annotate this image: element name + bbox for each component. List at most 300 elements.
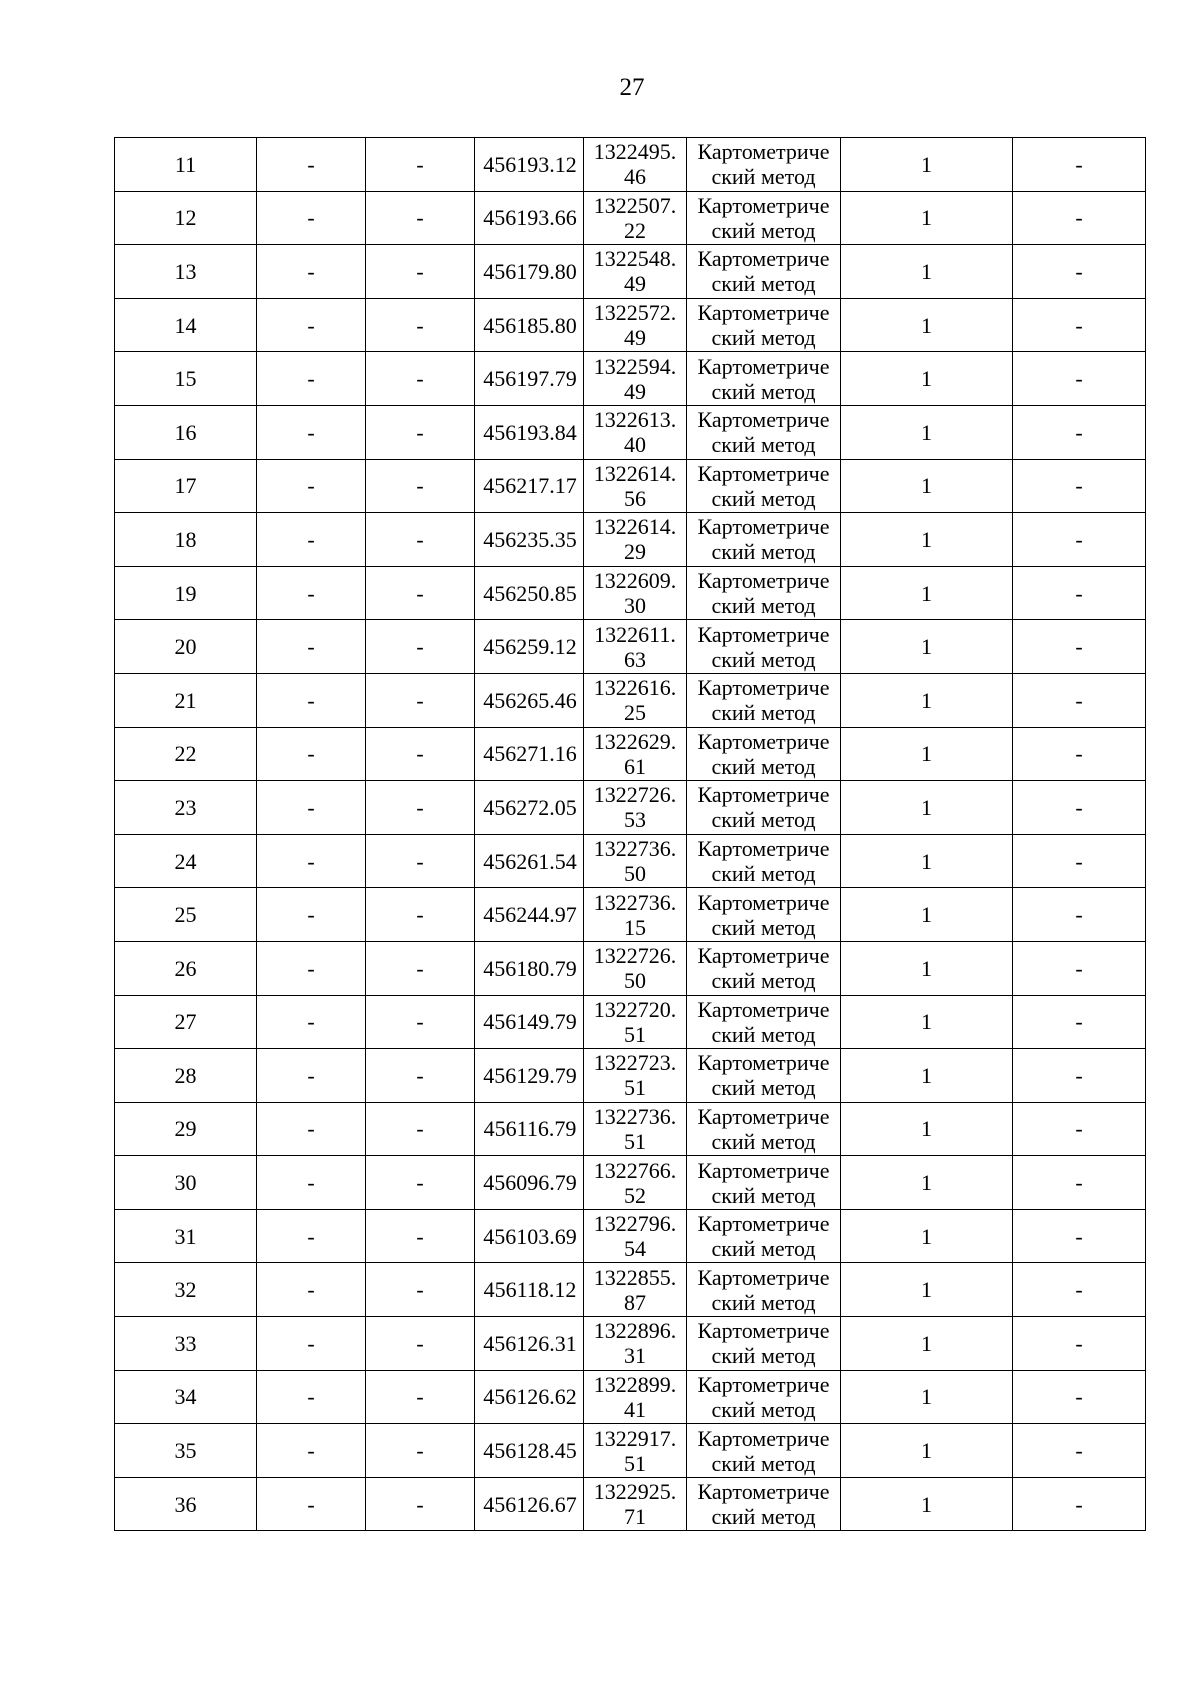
table-row: [115, 1209, 1146, 1263]
coord-y-cell-line1: 1322736.: [593, 1103, 677, 1129]
empty-cell-col2: -: [257, 673, 366, 727]
table-row: [115, 405, 1146, 459]
coord-y-cell-line1: 1322614.: [593, 460, 677, 486]
accuracy-cell: 1: [841, 1263, 1013, 1317]
method-cell: [687, 191, 841, 245]
point-number-cell: 28: [115, 1049, 257, 1103]
coord-y-cell-line2: 49: [624, 378, 646, 404]
method-cell: [687, 352, 841, 406]
empty-cell-col3: -: [366, 1102, 475, 1156]
method-cell-line1: Картометриче: [697, 353, 830, 379]
point-number-cell: 27: [115, 995, 257, 1049]
method-cell-line1: Картометриче: [697, 407, 830, 433]
accuracy-cell: 1: [841, 1317, 1013, 1371]
note-cell: -: [1013, 941, 1146, 995]
coord-y-cell-line2: 61: [624, 753, 646, 779]
method-cell-line1: Картометриче: [697, 621, 830, 647]
empty-cell-col2: -: [257, 1477, 366, 1531]
empty-cell-col3: -: [366, 1049, 475, 1103]
empty-cell-col3: -: [366, 1209, 475, 1263]
method-cell: [687, 298, 841, 352]
table-row: [115, 1263, 1146, 1317]
point-number-cell: 17: [115, 459, 257, 513]
table-row: [115, 888, 1146, 942]
coord-x-cell: 456217.17: [475, 459, 584, 513]
point-number-cell: 35: [115, 1424, 257, 1478]
point-number-cell: 14: [115, 298, 257, 352]
empty-cell-col2: -: [257, 1317, 366, 1371]
accuracy-cell: 1: [841, 1424, 1013, 1478]
coord-y-cell: [584, 1317, 687, 1371]
table-row: [115, 995, 1146, 1049]
table-row: [115, 834, 1146, 888]
coord-y-cell: [584, 781, 687, 835]
note-cell: -: [1013, 1049, 1146, 1103]
coord-y-cell: [584, 298, 687, 352]
table-row: [115, 566, 1146, 620]
coord-x-cell: 456193.12: [475, 138, 584, 192]
method-cell-line2: ский метод: [711, 646, 816, 672]
point-number-cell: 15: [115, 352, 257, 406]
method-cell-line2: ский метод: [711, 271, 816, 297]
coord-y-cell-line1: 1322736.: [593, 836, 677, 862]
method-cell-line1: Картометриче: [697, 514, 830, 540]
method-cell-line1: Картометриче: [697, 943, 830, 969]
method-cell: [687, 138, 841, 192]
point-number-cell: 29: [115, 1102, 257, 1156]
point-number-cell: 30: [115, 1156, 257, 1210]
coord-y-cell-line1: 1322720.: [593, 996, 677, 1022]
empty-cell-col2: -: [257, 298, 366, 352]
coord-y-cell-line2: 51: [624, 1128, 646, 1154]
note-cell: -: [1013, 673, 1146, 727]
coord-y-cell-line1: 1322723.: [593, 1050, 677, 1076]
note-cell: -: [1013, 995, 1146, 1049]
table-row: [115, 1370, 1146, 1424]
coord-y-cell-line2: 52: [624, 1182, 646, 1208]
coord-x-cell: 456272.05: [475, 781, 584, 835]
coord-y-cell-line2: 51: [624, 1075, 646, 1101]
method-cell-line2: ский метод: [711, 593, 816, 619]
empty-cell-col3: -: [366, 1156, 475, 1210]
accuracy-cell: 1: [841, 620, 1013, 674]
accuracy-cell: 1: [841, 1477, 1013, 1531]
empty-cell-col2: -: [257, 405, 366, 459]
method-cell: [687, 727, 841, 781]
coord-y-cell-line1: 1322613.: [593, 407, 677, 433]
table-body: [115, 138, 1146, 1531]
empty-cell-col2: -: [257, 1102, 366, 1156]
method-cell: [687, 459, 841, 513]
table-row: [115, 513, 1146, 567]
note-cell: -: [1013, 781, 1146, 835]
coord-y-cell-line2: 87: [624, 1289, 646, 1315]
coord-y-cell-line1: 1322736.: [593, 889, 677, 915]
coord-y-cell-line1: 1322507.: [593, 192, 677, 218]
empty-cell-col2: -: [257, 513, 366, 567]
method-cell: [687, 1209, 841, 1263]
coord-y-cell: [584, 1263, 687, 1317]
method-cell: [687, 1477, 841, 1531]
note-cell: -: [1013, 245, 1146, 299]
coord-y-cell: [584, 245, 687, 299]
table-row: [115, 298, 1146, 352]
empty-cell-col2: -: [257, 1263, 366, 1317]
point-number-cell: 24: [115, 834, 257, 888]
coord-x-cell: 456096.79: [475, 1156, 584, 1210]
table-row: [115, 1477, 1146, 1531]
point-number-cell: 34: [115, 1370, 257, 1424]
point-number-cell: 25: [115, 888, 257, 942]
accuracy-cell: 1: [841, 888, 1013, 942]
coord-x-cell: 456265.46: [475, 673, 584, 727]
point-number-cell: 21: [115, 673, 257, 727]
method-cell: [687, 1156, 841, 1210]
table-row: [115, 1049, 1146, 1103]
coord-y-cell: [584, 459, 687, 513]
empty-cell-col2: -: [257, 995, 366, 1049]
accuracy-cell: 1: [841, 1049, 1013, 1103]
coord-y-cell: [584, 941, 687, 995]
accuracy-cell: 1: [841, 673, 1013, 727]
note-cell: -: [1013, 1424, 1146, 1478]
accuracy-cell: 1: [841, 941, 1013, 995]
coord-y-cell-line2: 22: [624, 217, 646, 243]
method-cell-line2: ский метод: [711, 432, 816, 458]
method-cell-line2: ский метод: [711, 1182, 816, 1208]
coord-x-cell: 456235.35: [475, 513, 584, 567]
empty-cell-col2: -: [257, 566, 366, 620]
accuracy-cell: 1: [841, 405, 1013, 459]
method-cell: [687, 405, 841, 459]
accuracy-cell: 1: [841, 459, 1013, 513]
method-cell: [687, 941, 841, 995]
table-row: [115, 1317, 1146, 1371]
coord-x-cell: 456128.45: [475, 1424, 584, 1478]
empty-cell-col2: -: [257, 1209, 366, 1263]
method-cell-line1: Картометриче: [697, 996, 830, 1022]
coord-y-cell: [584, 834, 687, 888]
coord-y-cell-line2: 29: [624, 539, 646, 565]
table-row: [115, 727, 1146, 781]
accuracy-cell: 1: [841, 1156, 1013, 1210]
accuracy-cell: 1: [841, 245, 1013, 299]
empty-cell-col3: -: [366, 888, 475, 942]
coord-y-cell: [584, 352, 687, 406]
table-row: [115, 620, 1146, 674]
coord-y-cell-line1: 1322629.: [593, 728, 677, 754]
note-cell: -: [1013, 1102, 1146, 1156]
coordinates-table: [114, 137, 1146, 1531]
coord-x-cell: 456103.69: [475, 1209, 584, 1263]
coord-x-cell: 456259.12: [475, 620, 584, 674]
coord-x-cell: 456118.12: [475, 1263, 584, 1317]
coord-y-cell-line2: 46: [624, 164, 646, 190]
method-cell-line2: ский метод: [711, 485, 816, 511]
accuracy-cell: 1: [841, 727, 1013, 781]
coord-y-cell-line2: 53: [624, 807, 646, 833]
table-row: [115, 1156, 1146, 1210]
method-cell-line2: ский метод: [711, 325, 816, 351]
method-cell-line2: ский метод: [711, 1450, 816, 1476]
empty-cell-col2: -: [257, 1049, 366, 1103]
method-cell-line1: Картометриче: [697, 568, 830, 594]
coord-y-cell-line2: 56: [624, 485, 646, 511]
coord-y-cell-line1: 1322896.: [593, 1318, 677, 1344]
coord-y-cell: [584, 191, 687, 245]
empty-cell-col3: -: [366, 1370, 475, 1424]
accuracy-cell: 1: [841, 1370, 1013, 1424]
point-number-cell: 31: [115, 1209, 257, 1263]
coord-y-cell-line1: 1322726.: [593, 782, 677, 808]
method-cell: [687, 1317, 841, 1371]
note-cell: -: [1013, 727, 1146, 781]
method-cell: [687, 1370, 841, 1424]
coord-x-cell: 456185.80: [475, 298, 584, 352]
point-number-cell: 26: [115, 941, 257, 995]
note-cell: -: [1013, 138, 1146, 192]
empty-cell-col3: -: [366, 1477, 475, 1531]
method-cell-line2: ский метод: [711, 1289, 816, 1315]
coord-x-cell: 456126.62: [475, 1370, 584, 1424]
empty-cell-col2: -: [257, 727, 366, 781]
method-cell: [687, 781, 841, 835]
coord-x-cell: 456250.85: [475, 566, 584, 620]
coord-y-cell: [584, 1477, 687, 1531]
point-number-cell: 16: [115, 405, 257, 459]
coord-y-cell-line1: 1322594.: [593, 353, 677, 379]
method-cell-line1: Картометриче: [697, 139, 830, 165]
coord-y-cell: [584, 995, 687, 1049]
coord-y-cell: [584, 727, 687, 781]
method-cell-line1: Картометриче: [697, 246, 830, 272]
method-cell: [687, 888, 841, 942]
accuracy-cell: 1: [841, 513, 1013, 567]
method-cell: [687, 1263, 841, 1317]
empty-cell-col3: -: [366, 513, 475, 567]
point-number-cell: 22: [115, 727, 257, 781]
empty-cell-col3: -: [366, 298, 475, 352]
method-cell-line1: Картометриче: [697, 889, 830, 915]
coord-y-cell: [584, 513, 687, 567]
coord-y-cell: [584, 405, 687, 459]
method-cell-line1: Картометриче: [697, 460, 830, 486]
table-row: [115, 941, 1146, 995]
point-number-cell: 12: [115, 191, 257, 245]
note-cell: -: [1013, 459, 1146, 513]
coord-y-cell-line2: 15: [624, 914, 646, 940]
empty-cell-col3: -: [366, 1424, 475, 1478]
method-cell: [687, 1424, 841, 1478]
point-number-cell: 32: [115, 1263, 257, 1317]
method-cell-line1: Картометриче: [697, 1371, 830, 1397]
note-cell: -: [1013, 352, 1146, 406]
accuracy-cell: 1: [841, 352, 1013, 406]
coord-x-cell: 456126.31: [475, 1317, 584, 1371]
empty-cell-col2: -: [257, 1424, 366, 1478]
point-number-cell: 23: [115, 781, 257, 835]
accuracy-cell: 1: [841, 191, 1013, 245]
method-cell-line2: ский метод: [711, 1396, 816, 1422]
coord-y-cell: [584, 566, 687, 620]
coord-x-cell: 456180.79: [475, 941, 584, 995]
coord-y-cell-line1: 1322548.: [593, 246, 677, 272]
coord-x-cell: 456197.79: [475, 352, 584, 406]
empty-cell-col3: -: [366, 352, 475, 406]
point-number-cell: 18: [115, 513, 257, 567]
coord-y-cell-line1: 1322614.: [593, 514, 677, 540]
coord-y-cell-line2: 54: [624, 1236, 646, 1262]
empty-cell-col2: -: [257, 834, 366, 888]
method-cell-line1: Картометриче: [697, 1211, 830, 1237]
method-cell-line1: Картометриче: [697, 1103, 830, 1129]
accuracy-cell: 1: [841, 298, 1013, 352]
method-cell-line2: ский метод: [711, 914, 816, 940]
coord-y-cell-line1: 1322855.: [593, 1264, 677, 1290]
table-row: [115, 352, 1146, 406]
coord-y-cell-line2: 49: [624, 271, 646, 297]
coord-y-cell-line2: 51: [624, 1450, 646, 1476]
method-cell-line2: ский метод: [711, 753, 816, 779]
coord-y-cell: [584, 1209, 687, 1263]
method-cell-line2: ский метод: [711, 1021, 816, 1047]
empty-cell-col3: -: [366, 673, 475, 727]
coord-y-cell-line1: 1322917.: [593, 1425, 677, 1451]
coord-x-cell: 456179.80: [475, 245, 584, 299]
method-cell: [687, 673, 841, 727]
coord-x-cell: 456193.66: [475, 191, 584, 245]
method-cell: [687, 1049, 841, 1103]
empty-cell-col3: -: [366, 459, 475, 513]
method-cell-line2: ский метод: [711, 861, 816, 887]
note-cell: -: [1013, 1370, 1146, 1424]
method-cell-line2: ский метод: [711, 1504, 816, 1530]
coord-x-cell: 456129.79: [475, 1049, 584, 1103]
table-row: [115, 459, 1146, 513]
coord-y-cell-line2: 31: [624, 1343, 646, 1369]
table-row: [115, 673, 1146, 727]
coord-y-cell-line2: 50: [624, 861, 646, 887]
coord-y-cell-line2: 41: [624, 1396, 646, 1422]
method-cell-line1: Картометриче: [697, 728, 830, 754]
accuracy-cell: 1: [841, 995, 1013, 1049]
method-cell-line2: ский метод: [711, 1343, 816, 1369]
page-number: 27: [619, 74, 645, 101]
method-cell-line1: Картометриче: [697, 1425, 830, 1451]
method-cell-line2: ский метод: [711, 217, 816, 243]
coord-y-cell-line2: 30: [624, 593, 646, 619]
table-row: [115, 781, 1146, 835]
point-number-cell: 19: [115, 566, 257, 620]
coord-y-cell-line1: 1322726.: [593, 943, 677, 969]
method-cell-line1: Картометриче: [697, 782, 830, 808]
note-cell: -: [1013, 1209, 1146, 1263]
method-cell-line2: ский метод: [711, 539, 816, 565]
empty-cell-col3: -: [366, 727, 475, 781]
point-number-cell: 13: [115, 245, 257, 299]
coord-y-cell-line1: 1322572.: [593, 300, 677, 326]
empty-cell-col2: -: [257, 781, 366, 835]
empty-cell-col3: -: [366, 834, 475, 888]
method-cell: [687, 620, 841, 674]
empty-cell-col3: -: [366, 245, 475, 299]
coord-y-cell: [584, 888, 687, 942]
note-cell: -: [1013, 834, 1146, 888]
method-cell: [687, 566, 841, 620]
coord-y-cell: [584, 1102, 687, 1156]
method-cell: [687, 1102, 841, 1156]
point-number-cell: 33: [115, 1317, 257, 1371]
coord-y-cell: [584, 673, 687, 727]
coord-y-cell-line1: 1322611.: [594, 621, 676, 647]
empty-cell-col2: -: [257, 1370, 366, 1424]
accuracy-cell: 1: [841, 834, 1013, 888]
note-cell: -: [1013, 513, 1146, 567]
empty-cell-col2: -: [257, 620, 366, 674]
empty-cell-col2: -: [257, 941, 366, 995]
method-cell-line2: ский метод: [711, 1236, 816, 1262]
coord-y-cell-line1: 1322899.: [593, 1371, 677, 1397]
coord-x-cell: 456116.79: [475, 1102, 584, 1156]
empty-cell-col3: -: [366, 1317, 475, 1371]
method-cell: [687, 834, 841, 888]
coord-y-cell: [584, 620, 687, 674]
method-cell: [687, 513, 841, 567]
coord-y-cell-line2: 51: [624, 1021, 646, 1047]
coord-x-cell: 456193.84: [475, 405, 584, 459]
accuracy-cell: 1: [841, 1209, 1013, 1263]
point-number-cell: 20: [115, 620, 257, 674]
coord-y-cell: [584, 1424, 687, 1478]
method-cell-line2: ский метод: [711, 807, 816, 833]
coord-x-cell: 456149.79: [475, 995, 584, 1049]
method-cell-line1: Картометриче: [697, 1050, 830, 1076]
table-row: [115, 1424, 1146, 1478]
empty-cell-col3: -: [366, 995, 475, 1049]
empty-cell-col3: -: [366, 620, 475, 674]
empty-cell-col3: -: [366, 781, 475, 835]
empty-cell-col2: -: [257, 191, 366, 245]
coord-y-cell-line1: 1322796.: [593, 1211, 677, 1237]
empty-cell-col3: -: [366, 191, 475, 245]
coord-y-cell-line1: 1322609.: [593, 568, 677, 594]
coord-y-cell-line2: 49: [624, 325, 646, 351]
table-row: [115, 191, 1146, 245]
coord-y-cell: [584, 1156, 687, 1210]
coord-x-cell: 456126.67: [475, 1477, 584, 1531]
coord-y-cell-line2: 40: [624, 432, 646, 458]
accuracy-cell: 1: [841, 566, 1013, 620]
point-number-cell: 11: [115, 138, 257, 192]
note-cell: -: [1013, 1317, 1146, 1371]
method-cell-line1: Картометриче: [697, 675, 830, 701]
empty-cell-col3: -: [366, 566, 475, 620]
coord-y-cell-line1: 1322495.: [593, 139, 677, 165]
note-cell: -: [1013, 1156, 1146, 1210]
table-row: [115, 245, 1146, 299]
method-cell: [687, 245, 841, 299]
empty-cell-col2: -: [257, 1156, 366, 1210]
coord-y-cell-line2: 63: [624, 646, 646, 672]
empty-cell-col3: -: [366, 1263, 475, 1317]
coord-x-cell: 456271.16: [475, 727, 584, 781]
coord-y-cell-line1: 1322925.: [593, 1479, 677, 1505]
empty-cell-col2: -: [257, 245, 366, 299]
empty-cell-col3: -: [366, 405, 475, 459]
coord-y-cell-line1: 1322616.: [593, 675, 677, 701]
empty-cell-col2: -: [257, 459, 366, 513]
coord-y-cell-line2: 71: [624, 1504, 646, 1530]
